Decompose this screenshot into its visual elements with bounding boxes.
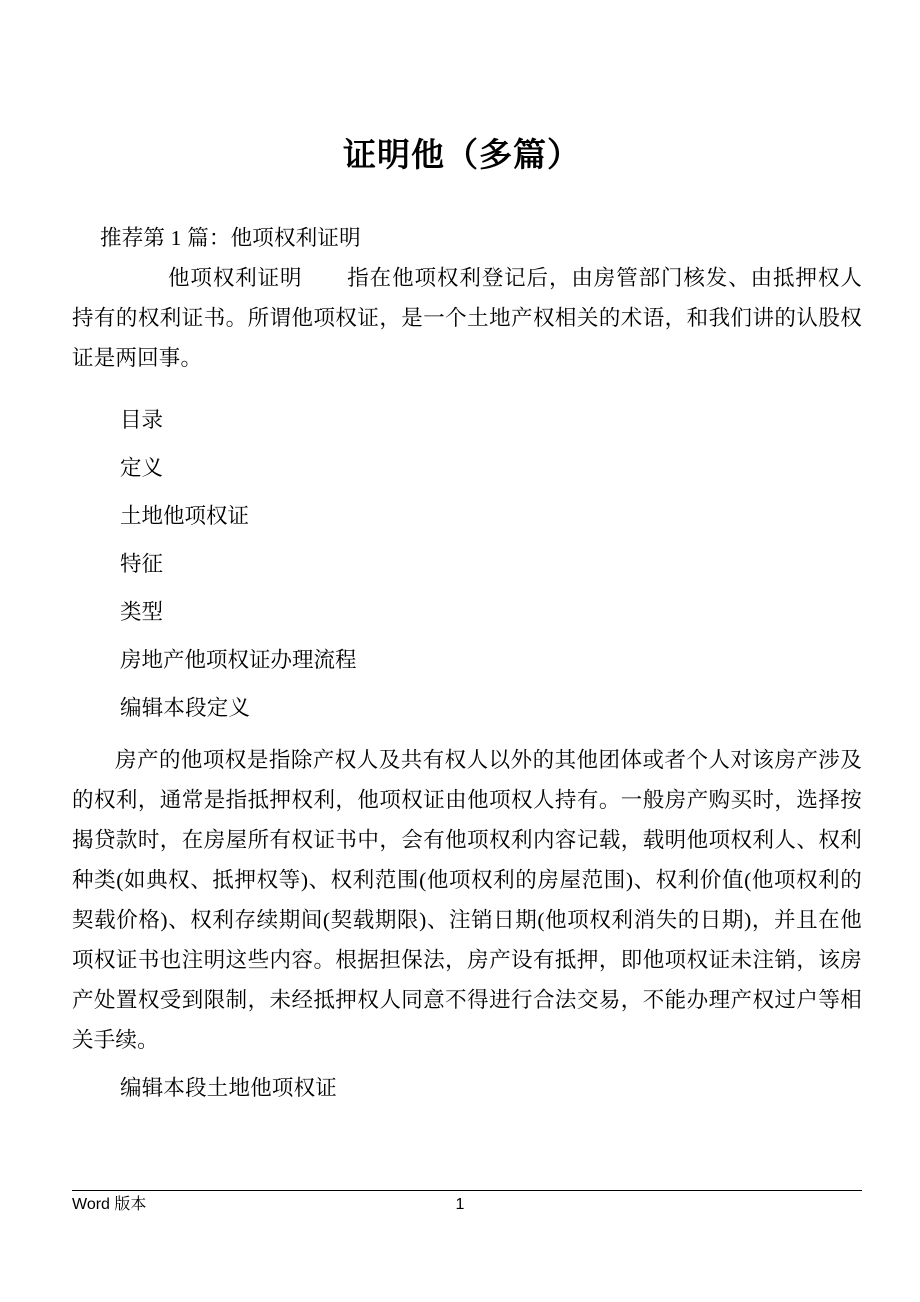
section-heading-definition: 编辑本段定义 bbox=[120, 696, 251, 721]
list-item: 特征 bbox=[120, 552, 164, 577]
list-item: 类型 bbox=[120, 600, 164, 625]
page-content bbox=[72, 0, 862, 1112]
page-footer bbox=[72, 1190, 862, 1220]
section-heading-land: 编辑本段土地他项权证 bbox=[120, 1076, 338, 1101]
page-title: 证明他（多篇） bbox=[343, 136, 581, 173]
list-item: 房地产他项权证办理流程 bbox=[120, 648, 357, 673]
list-item: 土地他项权证 bbox=[120, 504, 250, 529]
lead-paragraph: 他项权利证明 指在他项权利登记后，由房管部门核发、由抵押权人持有的权利证书。所谓他项权证，是一个土地产权相关的术语，和我们讲的认股权证是两回事。 bbox=[72, 266, 862, 371]
page-number: 1 bbox=[455, 1196, 465, 1213]
footer-label: Word 版本 bbox=[72, 1196, 147, 1213]
table-of-contents bbox=[72, 396, 862, 684]
body-paragraph: 房产的他项权是指除产权人及共有权人以外的其他团体或者个人对该房产涉及的权利，通常是指抵押权利，他项权证由他项权人持有。一般房产购买时，选择按揭贷款时，在房屋所有权证书中，会有他项权利内容记载，载明他项权利人、权利种类(如典权、抵押权等)、权利范围(他项权利的房屋范围)、权利价值(他项权利的契载价格)、权利存续期间(契载期限)、注销日期(他项权利消失的日期)，并且在他项权证书也注明这些内容。根据担保法，房产设有抵押，即他项权证未注销，该房产处置权受到限制，未经抵押权人同意不得进行合法交易，不能办理产权过户等相关手续。 bbox=[72, 748, 862, 1053]
footer-divider bbox=[72, 1190, 862, 1191]
list-item: 目录 bbox=[120, 408, 164, 433]
recommend-heading: 推荐第 1 篇：他项权利证明 bbox=[100, 226, 361, 251]
footer-row bbox=[72, 1193, 862, 1217]
list-item: 定义 bbox=[120, 456, 164, 481]
